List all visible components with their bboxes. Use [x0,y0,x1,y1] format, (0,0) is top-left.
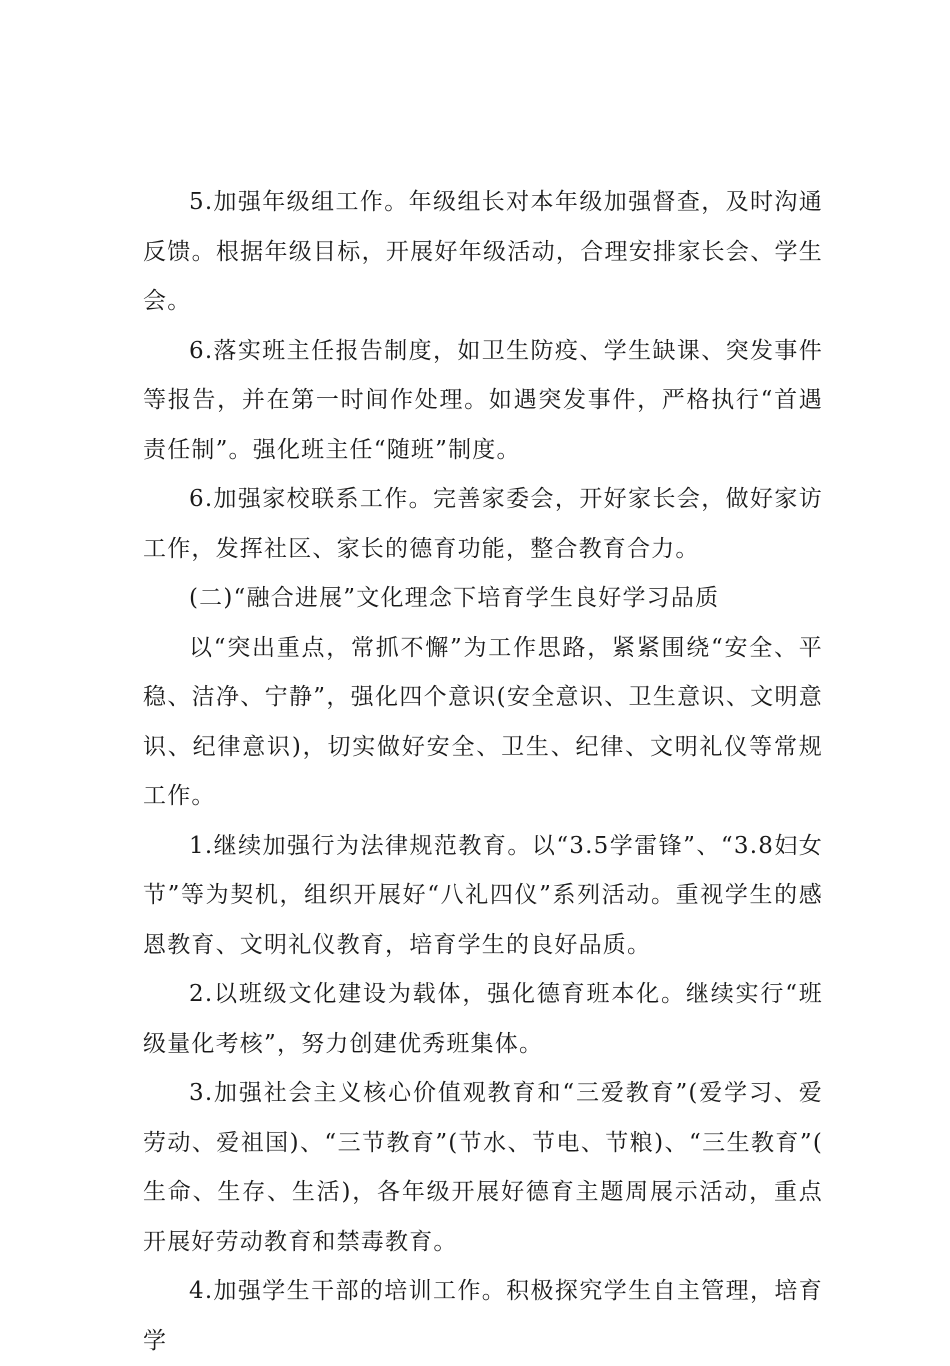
paragraph-work-approach: 以“突出重点，常抓不懈”为工作思路，紧紧围绕“安全、平稳、洁净、宁静”，强化四个意识(安全意识、卫生意识、文明意识、纪律意识)，切实做好安全、卫生、纪律、文明礼仪等常规工作。 [143,634,823,809]
paragraph-student-cadre: 4.加强学生干部的培训工作。积极探究学生自主管理，培育学 [143,1278,823,1354]
paragraph-class-culture: 2.以班级文化建设为载体，强化德育班本化。继续实行“班级量化考核”，努力创建优秀班集体。 [143,981,823,1057]
section-heading: (二)“融合进展”文化理念下培育学生良好学习品质 [189,585,720,611]
document-body [143,178,823,1366]
paragraph-home-school: 6.加强家校联系工作。完善家委会，开好家长会，做好家访工作，发挥社区、家长的德育功能，整合教育合力。 [143,486,823,562]
paragraph-behavior-education: 1.继续加强行为法律规范教育。以“3.5学雷锋”、“3.8妇女节”等为契机，组织开展好“八礼四仪”系列活动。重视学生的感恩教育、文明礼仪教育，培育学生的良好品质。 [143,832,823,958]
paragraph-grade-group: 5.加强年级组工作。年级组长对本年级加强督查，及时沟通反馈。根据年级目标，开展好年级活动，合理安排家长会、学生会。 [143,189,823,314]
paragraph-core-values: 3.加强社会主义核心价值观教育和“三爱教育”(爱学习、爱劳动、爱祖国)、“三节教育”(节水、节电、节粮)、“三生教育”(生命、生存、生活)，各年级开展好德育主题周展示活动，重点开展好劳动教育和禁毒教育。 [143,1080,823,1255]
paragraph-report-system: 6.落实班主任报告制度，如卫生防疫、学生缺课、突发事件等报告，并在第一时间作处理。如遇突发事件，严格执行“首遇责任制”。强化班主任“随班”制度。 [143,337,823,463]
